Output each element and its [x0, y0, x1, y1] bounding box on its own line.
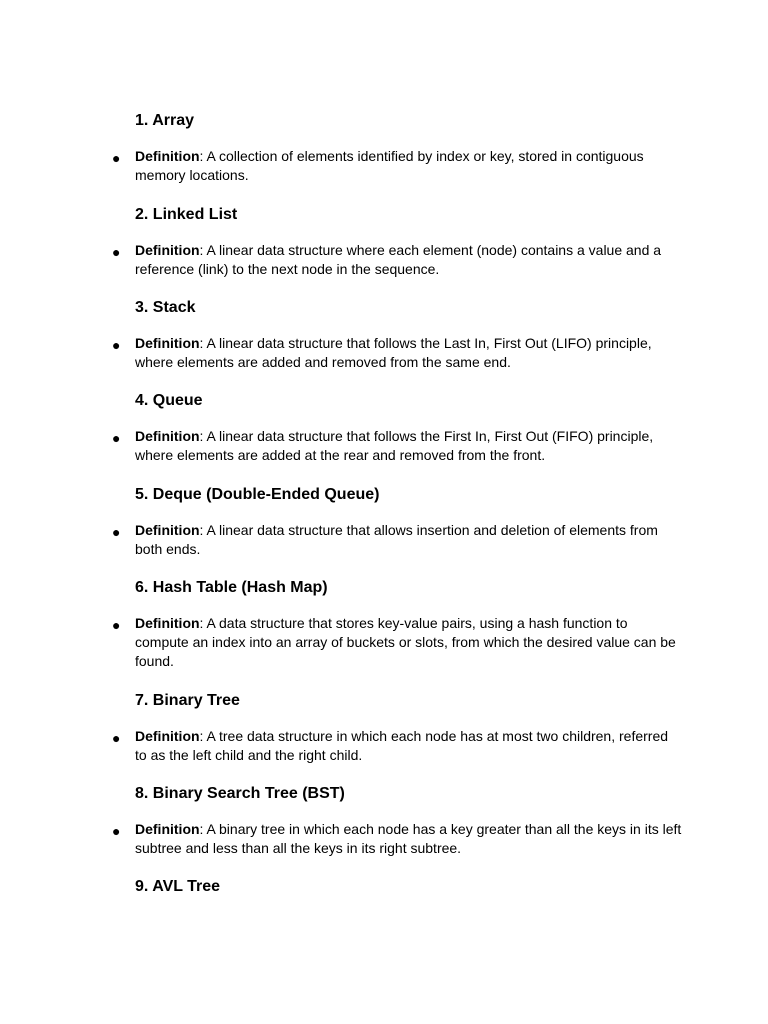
section-heading: 4. Queue — [135, 392, 203, 409]
definition-text — [135, 820, 683, 858]
bullet-icon: ● — [112, 430, 121, 446]
section-heading: 7. Binary Tree — [135, 692, 240, 709]
definition-label: Definition — [135, 728, 200, 744]
definition-body: : A binary tree in which each node has a key greater than all the keys in its left subtree and less than all the keys in its right subtree. — [135, 821, 682, 857]
definition-label: Definition — [135, 242, 200, 258]
section-heading: 3. Stack — [135, 299, 196, 316]
definition-text — [135, 427, 683, 465]
definition-label: Definition — [135, 821, 200, 837]
definition-body: : A tree data structure in which each node has at most two children, referred to as the left child and the right child. — [135, 728, 669, 764]
definition-body: : A data structure that stores key-value pairs, using a hash function to compute an index into an array of buckets or slots, from which the desired value can be found. — [135, 615, 676, 670]
section-heading: 8. Binary Search Tree (BST) — [135, 785, 345, 802]
definition-text — [135, 521, 683, 559]
definition-body: : A linear data structure that follows the First In, First Out (FIFO) principle, where elements are added at the rear and removed from the front. — [135, 428, 654, 464]
section-heading: 9. AVL Tree — [135, 878, 221, 895]
bullet-icon: ● — [112, 730, 121, 746]
definition-text — [135, 334, 683, 372]
section-heading: 1. Array — [135, 112, 194, 129]
definition-text — [135, 241, 683, 279]
definition-body: : A collection of elements identified by index or key, stored in contiguous memory locations. — [135, 148, 644, 184]
definition-label: Definition — [135, 615, 200, 631]
bullet-icon: ● — [112, 617, 121, 633]
definition-label: Definition — [135, 148, 200, 164]
definition-label: Definition — [135, 428, 200, 444]
bullet-icon: ● — [112, 150, 121, 166]
definition-label: Definition — [135, 335, 200, 351]
definition-text — [135, 614, 683, 672]
section-heading: 2. Linked List — [135, 206, 238, 223]
definition-label: Definition — [135, 522, 200, 538]
bullet-icon: ● — [112, 823, 121, 839]
bullet-icon: ● — [112, 524, 121, 540]
section-heading: 5. Deque (Double-Ended Queue) — [135, 486, 380, 503]
definition-body: : A linear data structure where each element (node) contains a value and a reference (link) to the next node in the sequence. — [135, 242, 662, 278]
section-heading: 6. Hash Table (Hash Map) — [135, 579, 328, 596]
definition-text — [135, 727, 683, 765]
definition-text — [135, 147, 683, 185]
definition-body: : A linear data structure that allows insertion and deletion of elements from both ends. — [135, 522, 658, 558]
bullet-icon: ● — [112, 337, 121, 353]
definition-body: : A linear data structure that follows the Last In, First Out (LIFO) principle, where elements are added and removed from the same end. — [135, 335, 652, 371]
bullet-icon: ● — [112, 244, 121, 260]
